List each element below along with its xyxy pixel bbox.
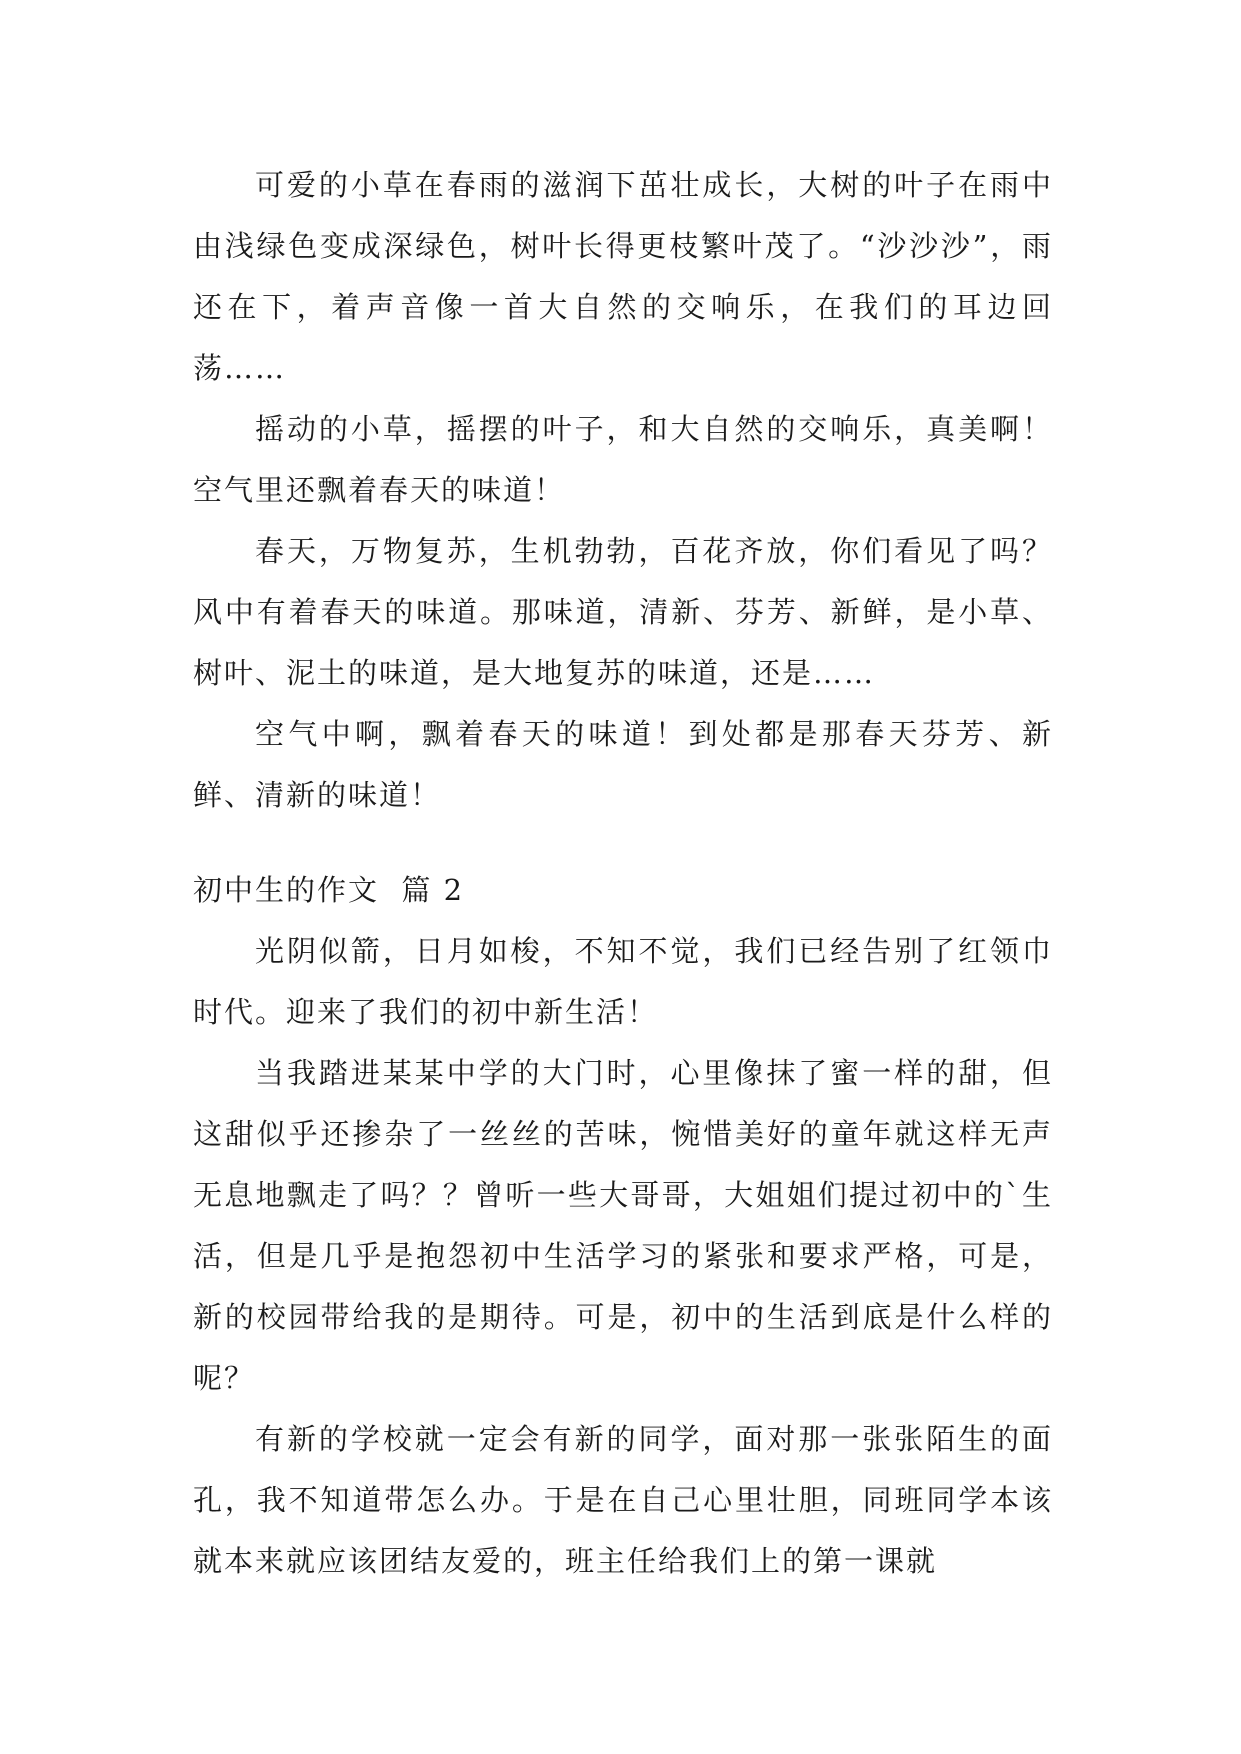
essay-1-continuation <box>193 155 1053 826</box>
paragraph: 空气中啊，飘着春天的味道！到处都是那春天芬芳、新鲜、清新的味道！ <box>193 717 1053 812</box>
essay-heading: 初中生的作文 篇 2 <box>193 873 465 907</box>
paragraph: 摇动的小草，摇摆的叶子，和大自然的交响乐，真美啊！空气里还飘着春天的味道！ <box>193 412 1053 507</box>
essay-2 <box>193 860 1053 1592</box>
paragraph: 当我踏进某某中学的大门时，心里像抹了蜜一样的甜，但这甜似乎还掺杂了一丝丝的苦味，惋惜美好的童年就这样无声无息地飘走了吗？？曾听一些大哥哥，大姐姐们提过初中的`生活，但是几乎是抱怨初中生活学习的紧张和要求严格，可是，新的校园带给我的是期待。可是，初中的生活到底是什么样的呢？ <box>193 1056 1053 1395</box>
paragraph: 可爱的小草在春雨的滋润下茁壮成长，大树的叶子在雨中由浅绿色变成深绿色，树叶长得更枝繁叶茂了。“沙沙沙”，雨还在下，着声音像一首大自然的交响乐，在我们的耳边回荡…… <box>193 168 1053 385</box>
paragraph: 春天，万物复苏，生机勃勃，百花齐放，你们看见了吗？风中有着春天的味道。那味道，清新、芬芳、新鲜，是小草、树叶、泥土的味道，是大地复苏的味道，还是…… <box>193 534 1053 690</box>
paragraph: 有新的学校就一定会有新的同学，面对那一张张陌生的面孔，我不知道带怎么办。于是在自己心里壮胆，同班同学本该就本来就应该团结友爱的，班主任给我们上的第一课就 <box>193 1422 1053 1578</box>
paragraph: 光阴似箭，日月如梭，不知不觉，我们已经告别了红领巾时代。迎来了我们的初中新生活！ <box>193 934 1053 1029</box>
